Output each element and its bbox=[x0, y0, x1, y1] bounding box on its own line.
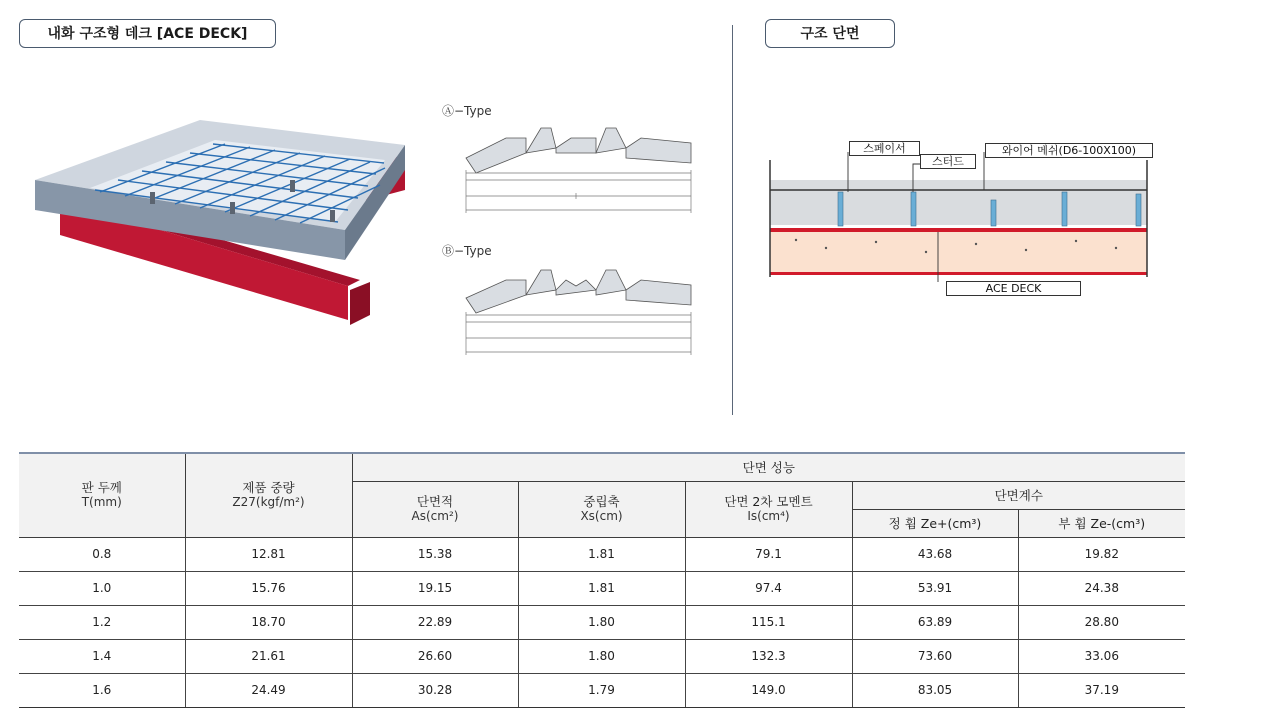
table-cell: 1.6 bbox=[19, 673, 185, 707]
type-a-label: Ⓐ−Type bbox=[442, 104, 492, 118]
table-cell: 37.19 bbox=[1018, 673, 1185, 707]
table-cell: 12.81 bbox=[185, 537, 352, 571]
table-cell: 1.81 bbox=[518, 537, 685, 571]
table-cell: 19.82 bbox=[1018, 537, 1185, 571]
table-cell: 24.38 bbox=[1018, 571, 1185, 605]
table-row bbox=[19, 571, 1185, 605]
type-a-profile-drawing bbox=[436, 118, 706, 218]
neutral-axis-header: 중립축 Xs(cm) bbox=[518, 481, 685, 537]
table-row bbox=[19, 673, 1185, 707]
table-cell: 1.80 bbox=[518, 605, 685, 639]
table-cell: 15.38 bbox=[352, 537, 518, 571]
table-cell: 1.0 bbox=[19, 571, 185, 605]
section-title: 구조 단면 bbox=[765, 19, 895, 48]
table-cell: 1.2 bbox=[19, 605, 185, 639]
table-cell: 0.8 bbox=[19, 537, 185, 571]
table-cell: 18.70 bbox=[185, 605, 352, 639]
table-cell: 1.81 bbox=[518, 571, 685, 605]
table-cell: 79.1 bbox=[685, 537, 852, 571]
table-cell: 26.60 bbox=[352, 639, 518, 673]
type-b-profile-drawing bbox=[436, 258, 706, 358]
table-cell: 53.91 bbox=[852, 571, 1018, 605]
performance-group-header: 단면 성능 bbox=[352, 453, 1185, 481]
wire-mesh-label: 와이어 메쉬(D6-100X100) bbox=[985, 143, 1153, 158]
deck-3d-illustration bbox=[30, 110, 420, 345]
spec-table bbox=[19, 452, 1185, 708]
table-cell: 1.4 bbox=[19, 639, 185, 673]
table-cell: 115.1 bbox=[685, 605, 852, 639]
table-cell: 132.3 bbox=[685, 639, 852, 673]
spacer-label: 스페이서 bbox=[849, 141, 920, 156]
table-row bbox=[19, 537, 1185, 571]
vertical-divider bbox=[732, 25, 733, 415]
stud-label: 스터드 bbox=[920, 154, 976, 169]
type-b-label: Ⓑ−Type bbox=[442, 244, 492, 258]
table-cell: 83.05 bbox=[852, 673, 1018, 707]
table-cell: 73.60 bbox=[852, 639, 1018, 673]
table-cell: 149.0 bbox=[685, 673, 852, 707]
ace-deck-label: ACE DECK bbox=[946, 281, 1081, 296]
thickness-header: 판 두께 T(mm) bbox=[19, 453, 185, 537]
table-cell: 24.49 bbox=[185, 673, 352, 707]
table-cell: 19.15 bbox=[352, 571, 518, 605]
positive-bending-header: 정 휨 Ze+(cm³) bbox=[852, 509, 1018, 537]
area-header: 단면적 As(cm²) bbox=[352, 481, 518, 537]
table-cell: 43.68 bbox=[852, 537, 1018, 571]
table-row bbox=[19, 639, 1185, 673]
negative-bending-header: 부 휨 Ze-(cm³) bbox=[1018, 509, 1185, 537]
modulus-group-header: 단면계수 bbox=[852, 481, 1185, 509]
weight-header: 제품 중량 Z27(kgf/m²) bbox=[185, 453, 352, 537]
table-cell: 33.06 bbox=[1018, 639, 1185, 673]
table-cell: 28.80 bbox=[1018, 605, 1185, 639]
table-row bbox=[19, 605, 1185, 639]
table-cell: 63.89 bbox=[852, 605, 1018, 639]
table-cell: 97.4 bbox=[685, 571, 852, 605]
table-cell: 22.89 bbox=[352, 605, 518, 639]
table-cell: 15.76 bbox=[185, 571, 352, 605]
page-title: 내화 구조형 데크 [ACE DECK] bbox=[19, 19, 276, 48]
structural-section-drawing bbox=[766, 152, 1152, 282]
table-cell: 1.79 bbox=[518, 673, 685, 707]
table-cell: 30.28 bbox=[352, 673, 518, 707]
moment-header: 단면 2차 모멘트 Is(cm⁴) bbox=[685, 481, 852, 537]
table-cell: 21.61 bbox=[185, 639, 352, 673]
table-cell: 1.80 bbox=[518, 639, 685, 673]
